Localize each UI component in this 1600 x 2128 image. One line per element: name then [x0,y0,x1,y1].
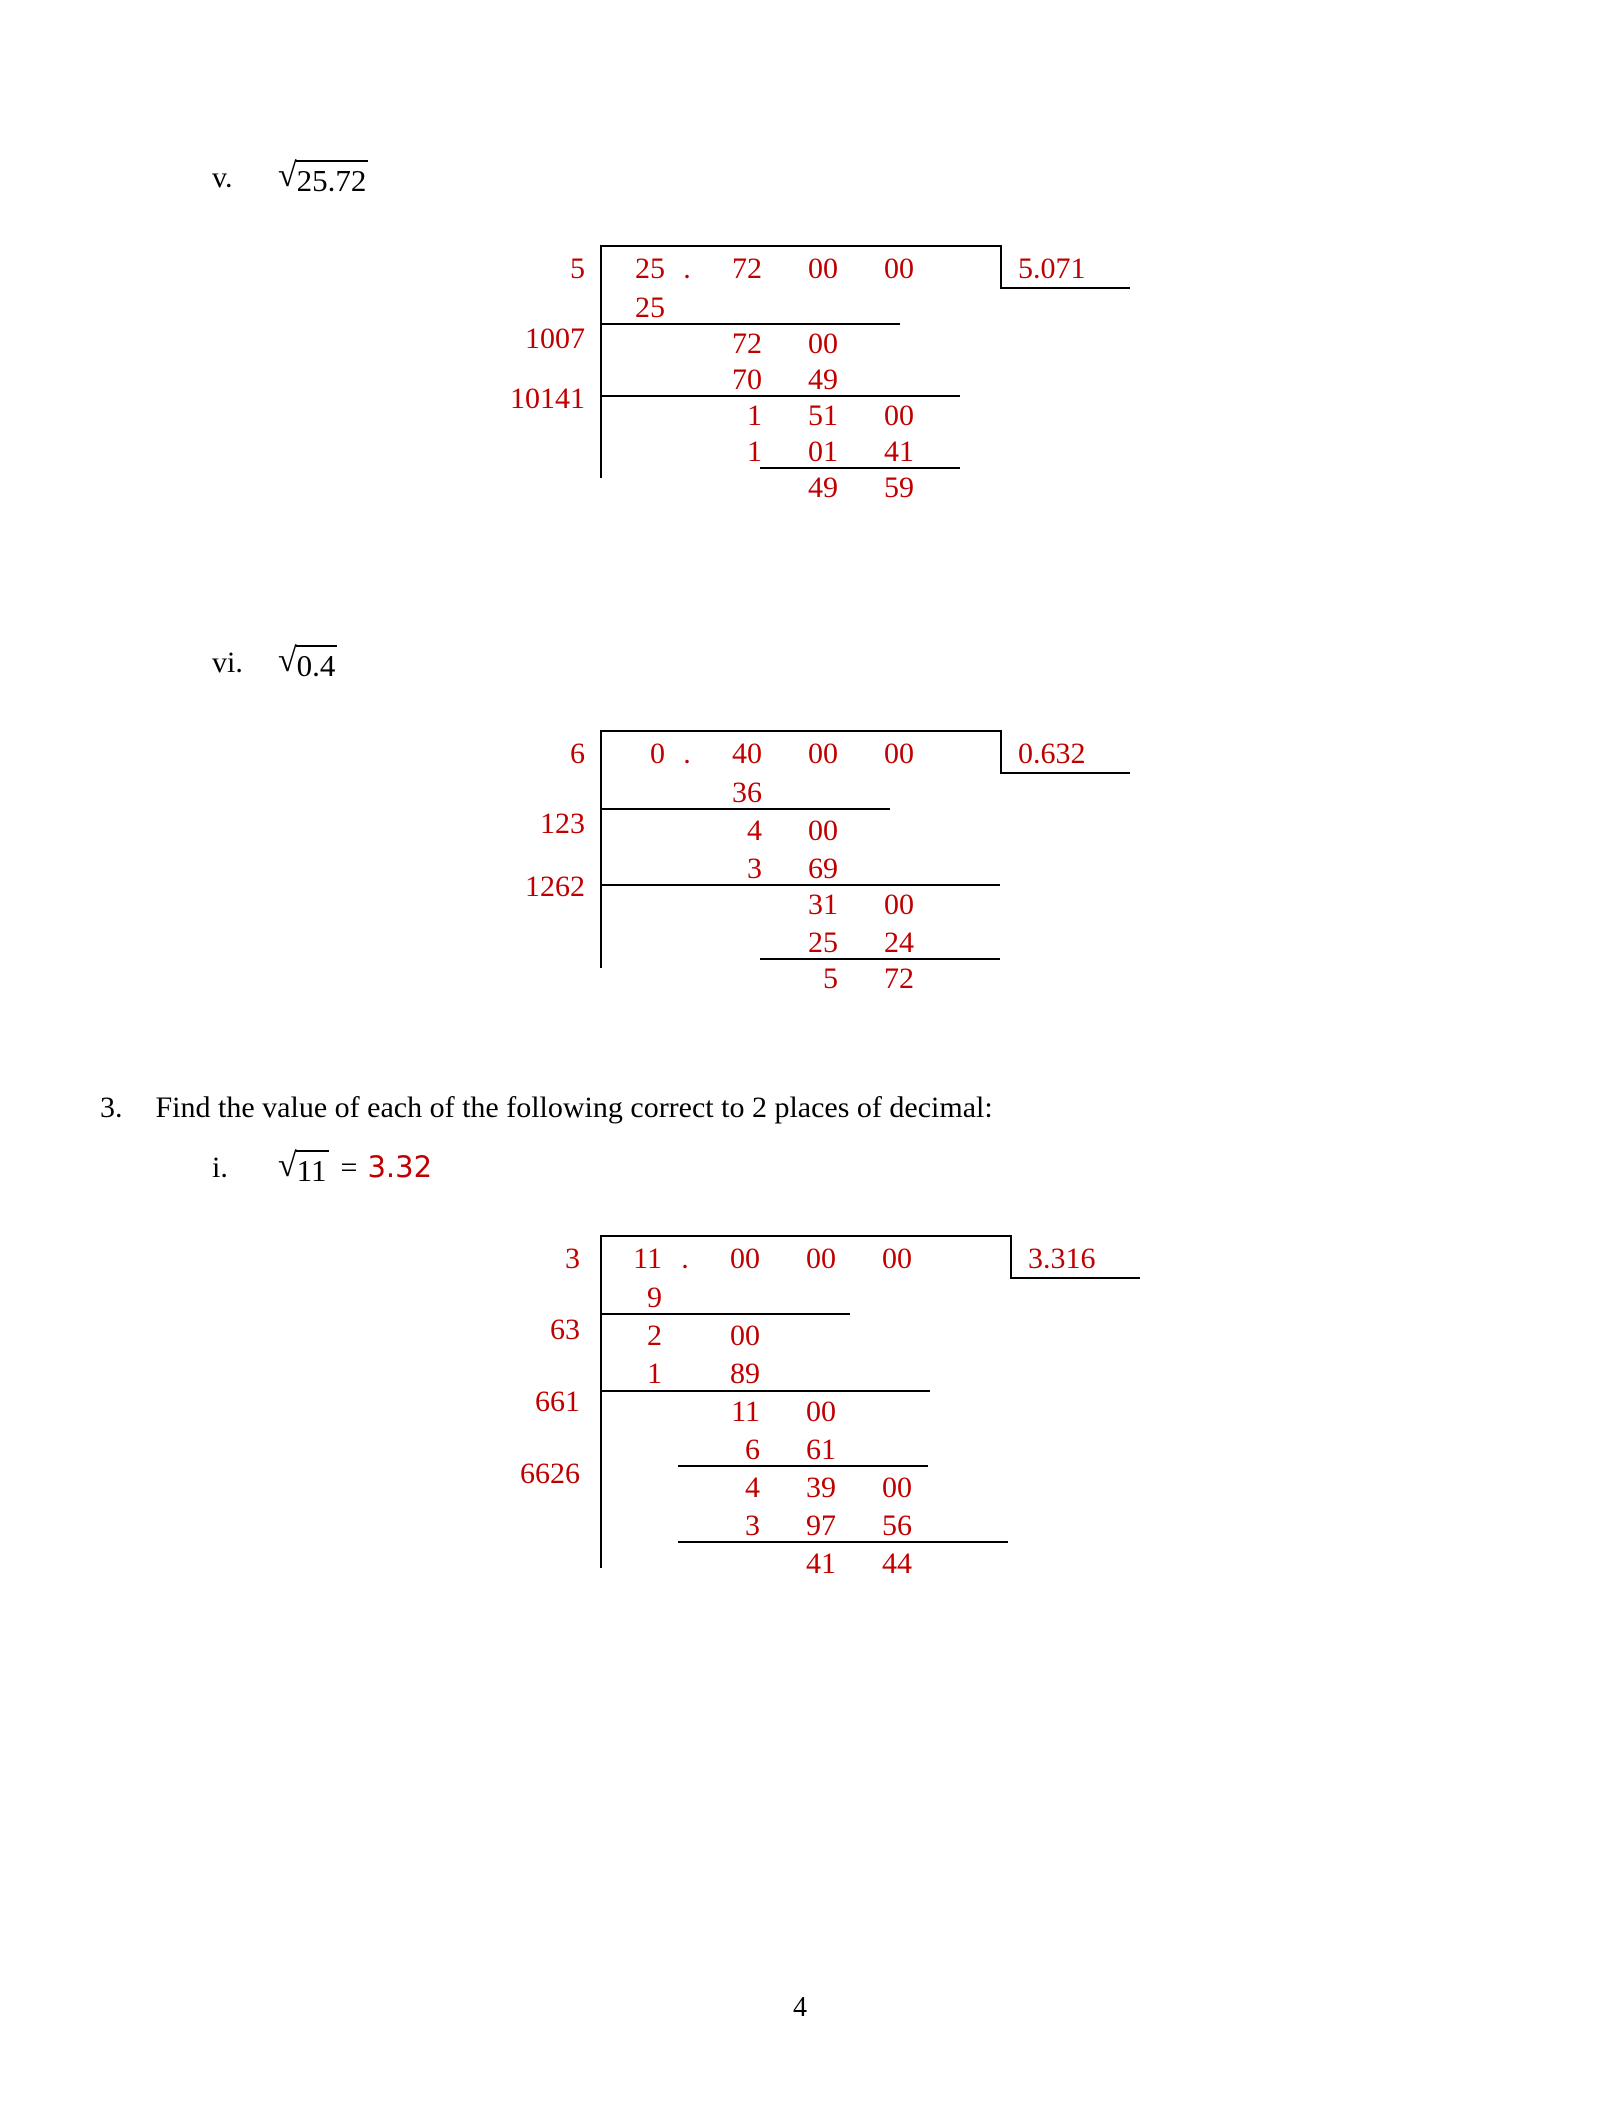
divisor-3: 10141 [510,382,585,415]
step-rule-1 [600,808,890,810]
division-vertical-rule [600,245,602,478]
problem-item-v [212,157,368,199]
subtrahend-2b: 69 [808,852,838,885]
dividend-digit-pair-3: 00 [808,252,838,285]
dividend-digit-pair-2: 72 [732,252,762,285]
decimal-point-marker: . [681,1242,689,1275]
dividend-digit-pair-4: 00 [884,252,914,285]
page-number: 4 [793,1992,807,2023]
step-rule-3 [760,467,960,469]
bring-down-2b: 51 [808,399,838,432]
division-top-rule [600,1235,1010,1237]
radical-sign-icon: √ [278,642,297,679]
problem-item-vi [212,642,337,684]
step-rule-3 [760,958,1000,960]
square-root-expression-3i [278,1147,329,1189]
radical-sign-icon: √ [278,1147,297,1184]
bring-down-3c: 00 [882,1471,912,1504]
square-root-expression-v [278,157,368,199]
remainder-a: 41 [806,1547,836,1580]
quotient-underline-rule [1000,772,1130,774]
remainder-a: 49 [808,471,838,504]
radical-sign-icon: √ [278,157,297,194]
quotient-underline-rule [1000,287,1130,289]
dividend-digit-pair-4: 00 [882,1242,912,1275]
subtrahend-2a: 3 [747,852,762,885]
step-rule-3 [678,1465,928,1467]
subtrahend-1: 25 [635,291,665,324]
divisor-2: 1007 [525,322,585,355]
dividend-digit-pair-1: 11 [633,1242,662,1275]
subtrahend-4c: 56 [882,1509,912,1542]
dividend-digit-pair-3: 00 [808,737,838,770]
quotient-value: 5.071 [1018,252,1086,285]
bring-down-2c: 00 [884,399,914,432]
bring-down-2a: 1 [747,399,762,432]
bring-down-2b: 00 [884,888,914,921]
long-division-25-72 [440,245,1100,504]
problem-marker-vi: vi. [212,646,243,679]
quotient-vertical-rule [1010,1235,1012,1277]
divisor-1: 6 [570,737,585,770]
divisor-1: 5 [570,252,585,285]
step-rule-2 [600,395,960,397]
dividend-digit-pair-1: 25 [635,252,665,285]
subtrahend-2a: 70 [732,363,762,396]
step-rule-1 [600,323,900,325]
dividend-digit-pair-2: 40 [732,737,762,770]
division-top-rule [600,245,1000,247]
subtrahend-3a: 25 [808,926,838,959]
decimal-point-marker: . [683,252,691,285]
bring-down-1a: 72 [732,327,762,360]
quotient-value: 0.632 [1018,737,1086,770]
division-vertical-rule [600,730,602,968]
problem-marker-3i: i. [212,1151,228,1184]
subtrahend-3b: 24 [884,926,914,959]
subtrahend-3a: 6 [745,1433,760,1466]
division-top-rule [600,730,1000,732]
square-root-expression-vi [278,642,337,684]
step-rule-1 [600,1313,850,1315]
dividend-digit-pair-2: 00 [730,1242,760,1275]
bring-down-2a: 31 [808,888,838,921]
radicand-value: 25.72 [296,160,369,199]
subtrahend-2a: 1 [647,1357,662,1390]
problem-marker-v: v. [212,161,233,194]
decimal-point-marker: . [683,737,691,770]
bring-down-1a: 4 [747,814,762,847]
bring-down-2b: 00 [806,1395,836,1428]
bring-down-1b: 00 [808,327,838,360]
remainder-b: 72 [884,962,914,995]
division-vertical-rule [600,1235,602,1568]
bring-down-3a: 4 [745,1471,760,1504]
subtrahend-4b: 97 [806,1509,836,1542]
quotient-underline-rule [1010,1277,1140,1279]
subtrahend-4a: 3 [745,1509,760,1542]
bring-down-1a: 2 [647,1319,662,1352]
problem-item-3i [212,1147,433,1189]
dividend-digit-pair-3: 00 [806,1242,836,1275]
bring-down-2a: 11 [731,1395,760,1428]
subtrahend-2b: 89 [730,1357,760,1390]
quotient-vertical-rule [1000,245,1002,287]
question-3-text: Find the value of each of the following correct to 2 places of decimal: [155,1091,993,1124]
remainder-b: 44 [882,1547,912,1580]
dividend-digit-pair-1: 0 [650,737,665,770]
long-division-11 [420,1235,1100,1580]
quotient-vertical-rule [1000,730,1002,772]
divisor-2: 63 [550,1313,580,1346]
equals-sign: = [340,1151,358,1184]
long-division-0-4 [440,730,1100,995]
subtrahend-2b: 49 [808,363,838,396]
question-3-number: 3. [100,1091,123,1124]
subtrahend-3b: 61 [806,1433,836,1466]
dividend-digit-pair-4: 00 [884,737,914,770]
radicand-value: 11 [296,1150,329,1189]
subtrahend-1: 9 [647,1281,662,1314]
divisor-3: 1262 [525,870,585,903]
subtrahend-3c: 41 [884,435,914,468]
question-3-line [100,1090,993,1126]
radicand-value: 0.4 [296,645,338,684]
bring-down-1b: 00 [808,814,838,847]
remainder-b: 59 [884,471,914,504]
subtrahend-1: 36 [732,776,762,809]
step-rule-4 [678,1541,1008,1543]
divisor-1: 3 [565,1242,580,1275]
answer-value: 3.32 [367,1150,433,1184]
bring-down-1b: 00 [730,1319,760,1352]
subtrahend-3a: 1 [747,435,762,468]
subtrahend-3b: 01 [808,435,838,468]
step-rule-2 [600,1390,930,1392]
quotient-value: 3.316 [1028,1242,1096,1275]
bring-down-3b: 39 [806,1471,836,1504]
step-rule-2 [600,884,1000,886]
divisor-3: 661 [535,1385,580,1418]
remainder-a: 5 [823,962,838,995]
divisor-4: 6626 [520,1457,580,1490]
divisor-2: 123 [540,807,585,840]
